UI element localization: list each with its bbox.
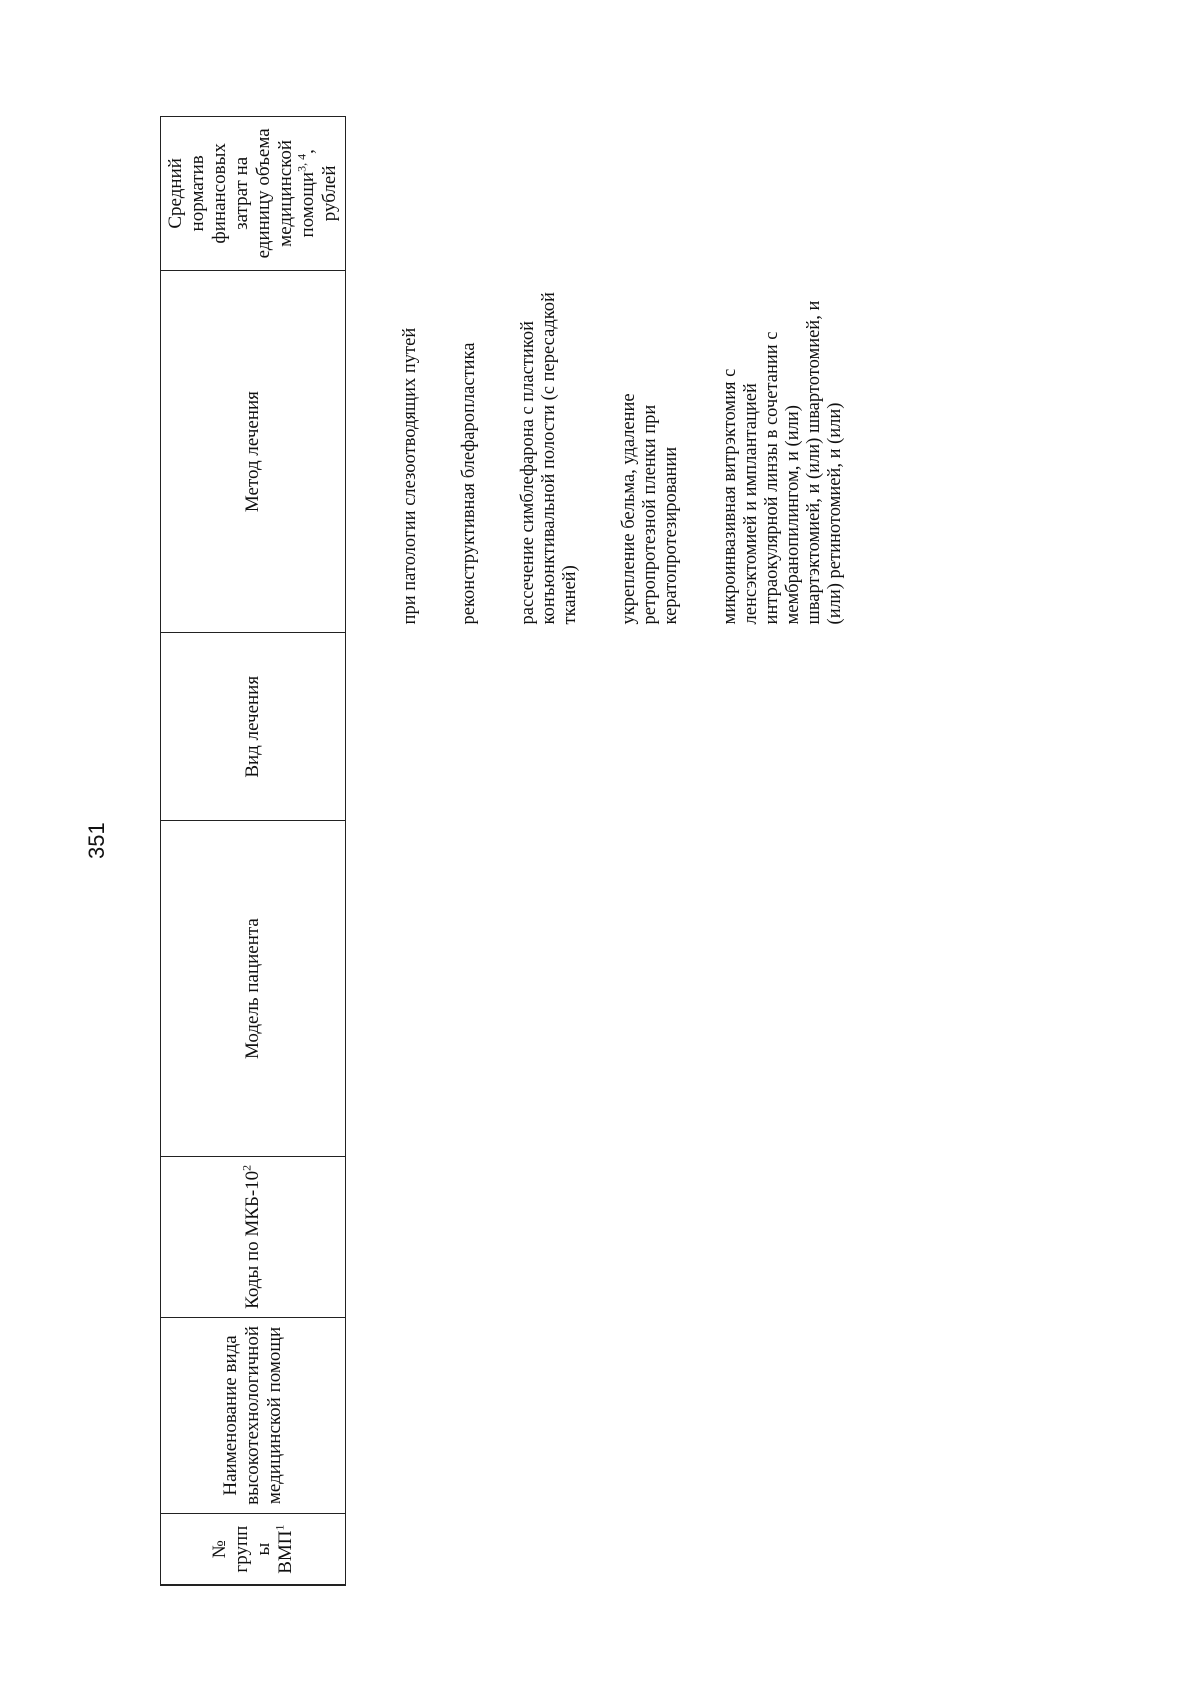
table-header-row — [161, 117, 346, 1586]
method-item: микроинвазивная витрэктомия с ленсэктомией и имплантацией интраокулярной линзы в сочетании с мембранопилингом, и (или) швартэктомией, и (или) швартотомией, и (или) ретинотомией, и (или) — [720, 300, 845, 625]
cell-cost-norm — [346, 117, 885, 271]
cell-icd-codes — [346, 1157, 885, 1318]
header-treatment-type: Вид лечения — [161, 633, 346, 821]
method-item: реконструктивная блефаропластика — [459, 342, 479, 625]
cell-group-number — [346, 1514, 885, 1585]
header-group-number-footnote: 1 — [272, 1524, 287, 1531]
header-cost-norm — [161, 117, 346, 271]
header-vmp-name: Наименование вида высокотехнологичной медицинской помощи — [161, 1317, 346, 1514]
vmp-table — [160, 116, 884, 1586]
method-item: при патологии слезоотводящих путей — [400, 327, 420, 625]
cell-treatment-method — [346, 270, 885, 633]
header-cost-norm-unit: , рублей — [297, 149, 340, 222]
header-icd-codes-footnote: 2 — [239, 1164, 254, 1171]
cell-patient-model — [346, 821, 885, 1157]
table-row — [346, 117, 885, 1586]
cell-treatment-type — [346, 633, 885, 821]
header-patient-model: Модель пациента — [161, 821, 346, 1157]
header-group-number — [161, 1514, 346, 1585]
header-group-number-text: № групп ы ВМП — [209, 1525, 296, 1574]
header-icd-codes — [161, 1157, 346, 1318]
method-item: укрепление бельма, удаление ретропротезной пленки при кератопротезировании — [619, 393, 681, 625]
header-cost-norm-text: Средний норматив финансовых затрат на единицу объема медицинской помощи — [165, 128, 318, 259]
header-cost-norm-footnote: 3, 4 — [294, 153, 309, 172]
page-number: 351 — [84, 822, 109, 859]
cell-vmp-name — [346, 1317, 885, 1514]
header-icd-codes-text: Коды по МКБ-10 — [242, 1170, 263, 1309]
header-treatment-method: Метод лечения — [161, 270, 346, 633]
method-item: рассечение симблефарона с пластикой конъюнктивальной полости (с пересадкой тканей) — [518, 292, 580, 625]
